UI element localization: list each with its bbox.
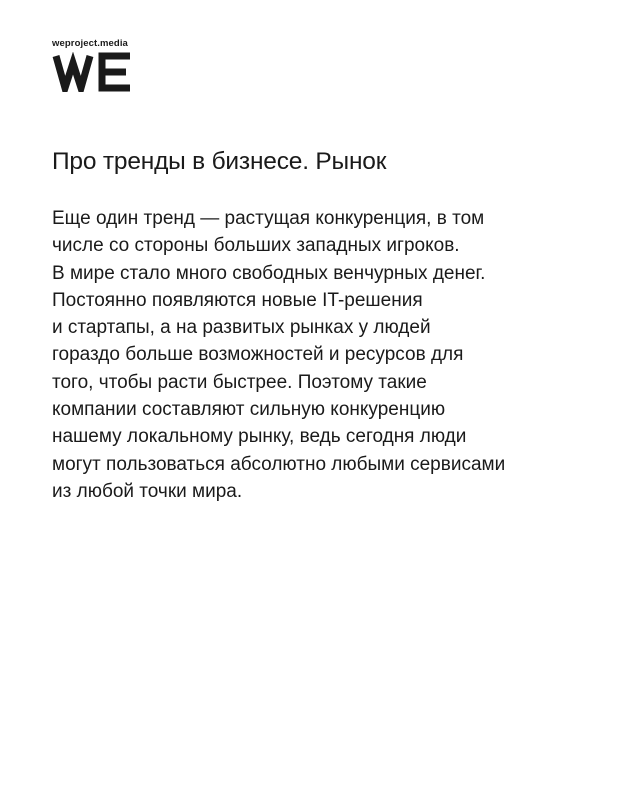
body-line: компании составляют сильную конкуренцию xyxy=(52,399,446,421)
body-line: Постоянно появляются новые IT-решения xyxy=(52,289,423,311)
body-line: Еще один тренд — растущая конкуренция, в том xyxy=(52,208,485,229)
body-line: могут пользоваться абсолютно любыми сервисами xyxy=(52,453,506,475)
page-title: Про тренды в бизнесе. Рынок xyxy=(52,148,387,175)
body-line: и стартапы, а на развитых рынках у людей xyxy=(52,317,431,339)
body-line: В мире стало много свободных венчурных денег. xyxy=(52,262,486,284)
body-line: из любой точки мира. xyxy=(52,480,243,502)
body-line: того, чтобы расти быстрее. Поэтому такие xyxy=(52,371,427,393)
we-logo xyxy=(52,52,134,92)
body-line: числе со стороны больших западных игроков. xyxy=(52,235,460,257)
brand-domain: weproject.media xyxy=(52,38,128,49)
body-line: нашему локальному рынку, ведь сегодня люди xyxy=(52,426,467,448)
body-line: гораздо больше возможностей и ресурсов для xyxy=(52,344,464,366)
brand-header xyxy=(52,38,134,92)
body-text xyxy=(52,205,612,505)
